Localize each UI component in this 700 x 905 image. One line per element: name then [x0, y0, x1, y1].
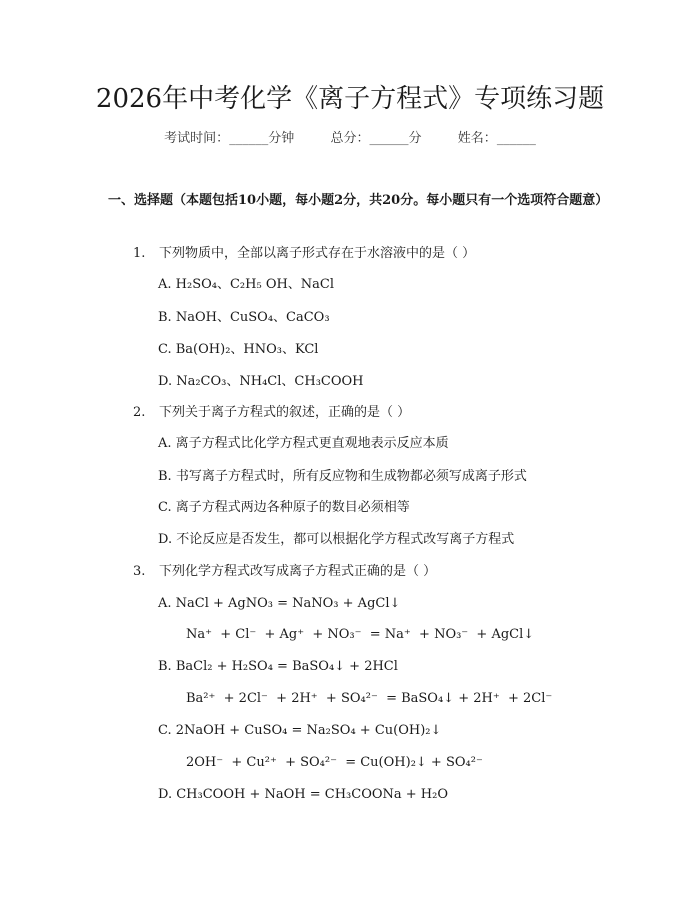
question-3 [133, 563, 436, 581]
time-label: 考试时间： [164, 131, 230, 146]
question-number: 2. [133, 405, 146, 420]
option-3b-ionic-equation: Ba²⁺ + 2Cl⁻ + 2H⁺ + SO₄²⁻ = BaSO₄↓ + 2H⁺ + 2Cl⁻ [186, 691, 553, 706]
name-label: 姓名： [457, 131, 497, 146]
score-blank: ______ [369, 131, 409, 146]
exam-info [0, 130, 700, 148]
question-2 [133, 404, 410, 422]
option-2b: B. 书写离子方程式时，所有反应物和生成物都必须写成离子形式 [158, 469, 527, 484]
option-3a: A. NaCl + AgNO₃ = NaNO₃ + AgCl↓ [158, 596, 401, 611]
option-3b: B. BaCl₂ + H₂SO₄ = BaSO₄↓ + 2HCl [158, 659, 398, 674]
page-title: 2026年中考化学《离子方程式》专项练习题 [95, 84, 605, 114]
option-3a-ionic-equation: Na⁺ + Cl⁻ + Ag⁺ + NO₃⁻ = Na⁺ + NO₃⁻ + AgCl↓ [186, 627, 535, 642]
option-2c: C. 离子方程式两边各种原子的数目必须相等 [158, 500, 410, 515]
option-3c: C. 2NaOH + CuSO₄ = Na₂SO₄ + Cu(OH)₂↓ [158, 723, 442, 738]
question-stem: 下列化学方程式改写成离子方程式正确的是（ ） [159, 564, 437, 579]
option-1b: B. NaOH、CuSO₄、CaCO₃ [158, 310, 330, 325]
score-unit: 分 [408, 131, 422, 146]
time-unit: 分钟 [268, 131, 295, 146]
section-heading: 一、选择题（本题包括10小题，每小题2分，共20分。每小题只有一个选项符合题意） [108, 193, 609, 208]
option-1c: C. Ba(OH)₂、HNO₃、KCl [158, 342, 319, 357]
option-3c-ionic-equation: 2OH⁻ + Cu²⁺ + SO₄²⁻ = Cu(OH)₂↓ + SO₄²⁻ [186, 755, 483, 770]
option-3d: D. CH₃COOH + NaOH = CH₃COONa + H₂O [158, 787, 448, 802]
score-label: 总分： [330, 131, 370, 146]
question-number: 1. [133, 246, 146, 261]
question-stem: 下列关于离子方程式的叙述，正确的是（ ） [159, 405, 411, 420]
option-2d: D. 不论反应是否发生，都可以根据化学方程式改写离子方程式 [158, 532, 515, 547]
question-stem: 下列物质中，全部以离子形式存在于水溶液中的是（ ） [159, 246, 476, 261]
option-2a: A. 离子方程式比化学方程式更直观地表示反应本质 [158, 436, 449, 451]
time-blank: ______ [229, 131, 269, 146]
name-blank: ______ [496, 131, 536, 146]
option-1a: A. H₂SO₄、C₂H₅ OH、NaCl [158, 277, 335, 292]
option-1d: D. Na₂CO₃、NH₄Cl、CH₃COOH [158, 374, 364, 389]
question-number: 3. [133, 564, 146, 579]
question-1 [133, 245, 475, 263]
